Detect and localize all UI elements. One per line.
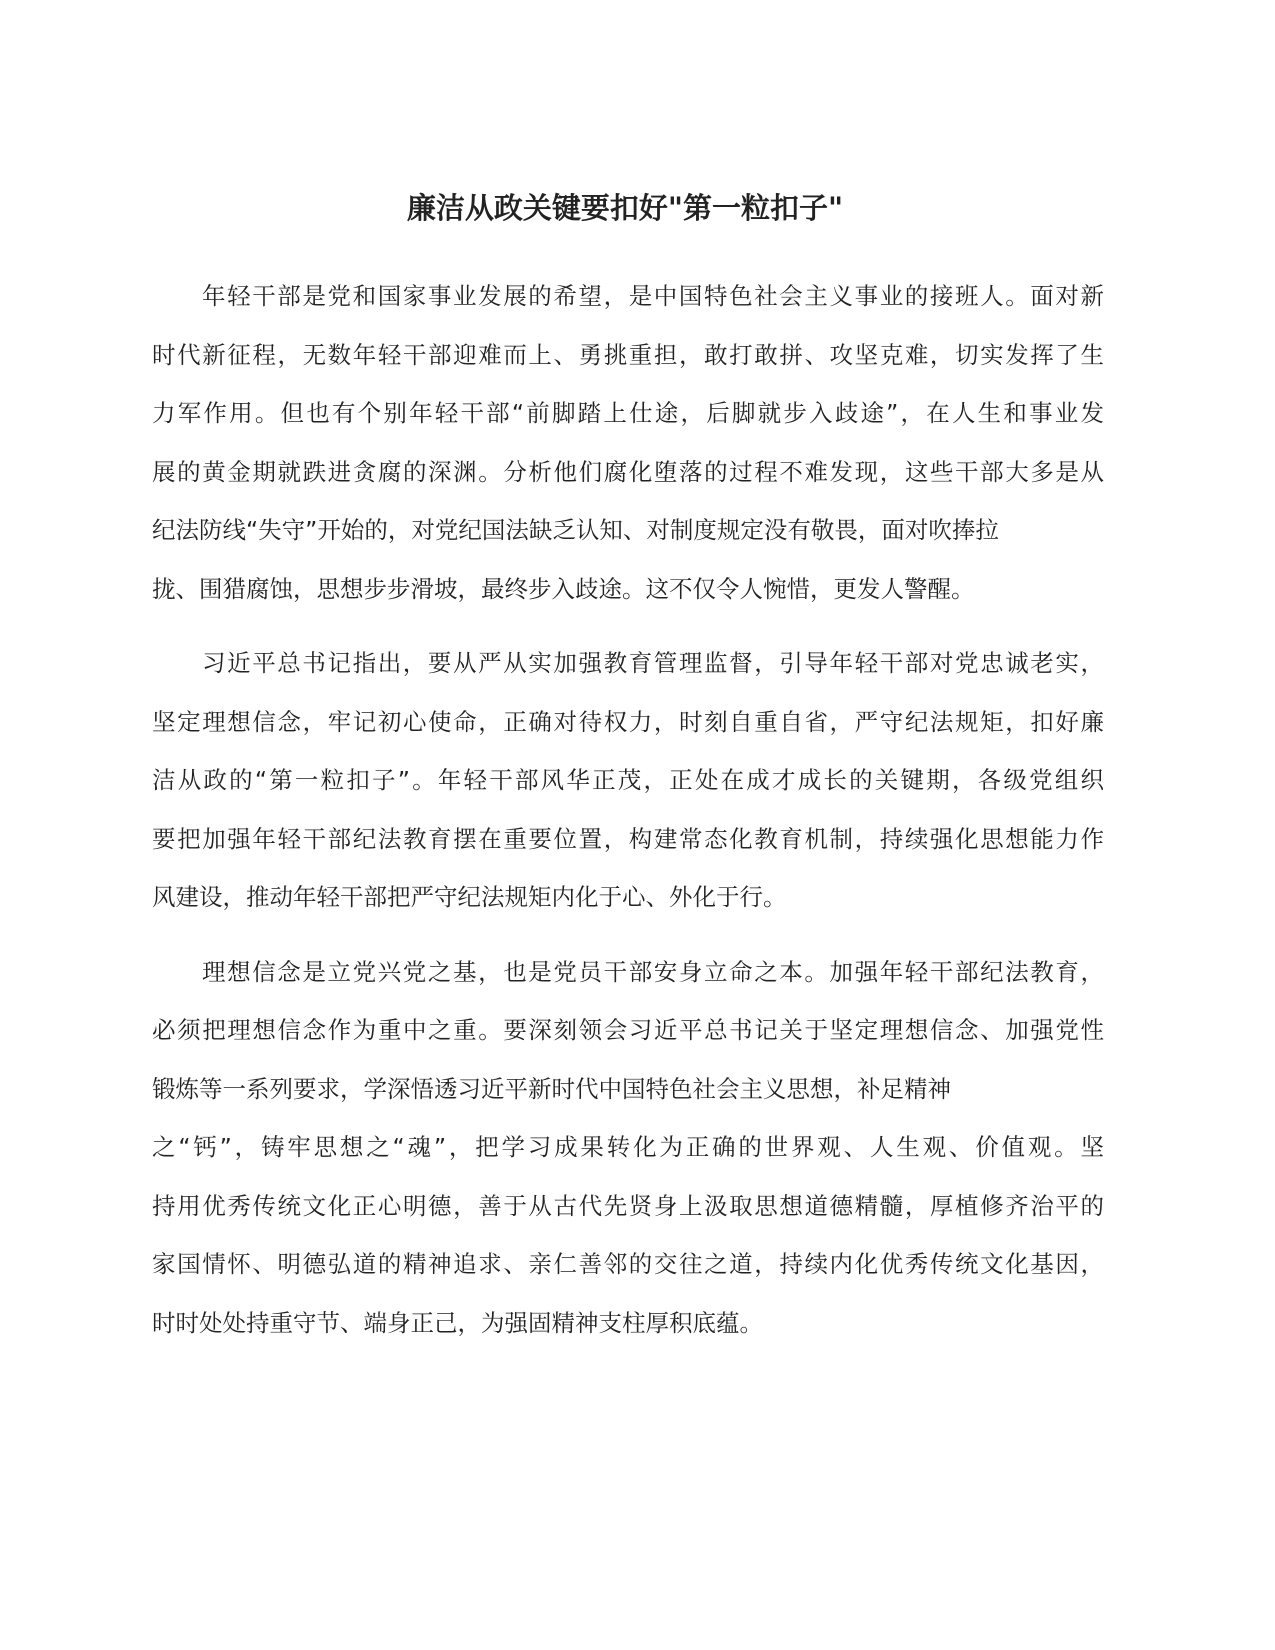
paragraph-2: [152, 634, 1104, 927]
paragraph-line: 纪法防线“失守”开始的，对党纪国法缺乏认知、对制度规定没有敬畏，面对吹捧拉: [152, 516, 999, 544]
paragraph-line: 时代新征程，无数年轻干部迎难而上、勇挑重担，敢打敢拼、攻坚克难，切实发挥了生: [152, 340, 1104, 369]
document-body: [152, 267, 1104, 1368]
paragraph-line: 持用优秀传统文化正心明德，善于从古代先贤身上汲取思想道德精髓，厚植修齐治平的: [152, 1191, 1104, 1220]
paragraph-line: 时时处处持重守节、端身正己，为强固精神支柱厚积底蕴。: [152, 1308, 763, 1337]
paragraph-line: 要把加强年轻干部纪法教育摆在重要位置，构建常态化教育机制，持续强化思想能力作: [152, 824, 1104, 853]
paragraph-line: 之“钙”，铸牢思想之“魂”，把学习成果转化为正确的世界观、人生观、价值观。坚: [152, 1133, 1104, 1161]
paragraph-line: 力军作用。但也有个别年轻干部“前脚踏上仕途，后脚就步入歧途”，在人生和事业发: [152, 399, 1104, 427]
paragraph-line: 家国情怀、明德弘道的精神追求、亲仁善邻的交往之道，持续内化优秀传统文化基因，: [152, 1250, 1104, 1278]
paragraph-line: 习近平总书记指出，要从严从实加强教育管理监督，引导年轻干部对党忠诚老实，: [202, 649, 1104, 677]
paragraph-line: 展的黄金期就跌进贪腐的深渊。分析他们腐化堕落的过程不难发现，这些干部大多是从: [152, 457, 1104, 486]
paragraph-line: 年轻干部是党和国家事业发展的希望，是中国特色社会主义事业的接班人。面对新: [202, 282, 1104, 310]
paragraph-line: 理想信念是立党兴党之基，也是党员干部安身立命之本。加强年轻干部纪法教育，: [202, 957, 1104, 986]
paragraph-line: 锻炼等一系列要求，学深悟透习近平新时代中国特色社会主义思想，补足精神: [152, 1074, 951, 1103]
paragraph-line: 必须把理想信念作为重中之重。要深刻领会习近平总书记关于坚定理想信念、加强党性: [152, 1016, 1104, 1044]
paragraph-line: 拢、围猎腐蚀，思想步步滑坡，最终步入歧途。这不仅令人惋惜，更发人警醒。: [152, 574, 975, 603]
document-title: 廉洁从政关键要扣好"第一粒扣子": [406, 191, 844, 225]
paragraph-1: [152, 267, 1104, 618]
paragraph-3: [152, 943, 1104, 1353]
paragraph-line: 坚定理想信念，牢记初心使命，正确对待权力，时刻自重自省，严守纪法规矩，扣好廉: [152, 707, 1104, 736]
paragraph-line: 风建设，推动年轻干部把严守纪法规矩内化于心、外化于行。: [152, 883, 787, 911]
paragraph-line: 洁从政的“第一粒扣子”。年轻干部风华正茂，正处在成才成长的关键期，各级党组织: [152, 766, 1104, 794]
